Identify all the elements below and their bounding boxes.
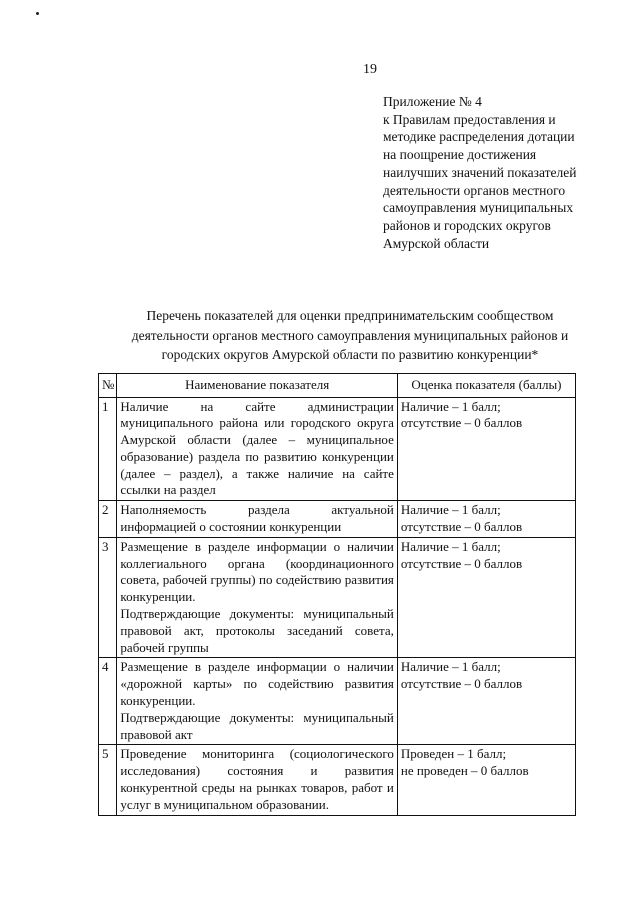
row-name: [117, 537, 397, 658]
score-positive: Наличие – 1 балл;: [400, 502, 501, 518]
table-row: [99, 501, 576, 538]
row-name-text: Наполняемость раздела актуальной информацией о состоянии конкуренции: [120, 502, 394, 535]
row-name-text: Размещение в разделе информации о наличии коллегиального органа (координационного совета, рабочей группы) по содействию развития конкуренции.: [120, 538, 394, 605]
table-row: [99, 397, 576, 501]
row-name: [117, 501, 397, 538]
score-positive: Проведен – 1 балл;: [400, 746, 507, 762]
row-score: [397, 397, 575, 501]
row-name-text: Наличие на сайте администрации муниципального района или городского округа Амурской области (далее – муниципальное образование) раздела по развитию конкуренции (далее – раздел), а также наличие на сайте ссылки на раздел: [120, 398, 394, 498]
row-num: 5: [99, 745, 117, 815]
row-num: 4: [99, 658, 117, 745]
row-score: [397, 537, 575, 658]
document-title: Перечень показателей для оценки предпринимательским сообществом деятельности органов местного самоуправления муниципальных районов и городских округов Амурской области по развитию конкуренции*: [131, 308, 569, 362]
score-negative: отсутствие – 0 баллов: [400, 519, 523, 535]
row-name: [117, 745, 397, 815]
score-positive: Наличие – 1 балл;: [400, 398, 501, 414]
row-num: 3: [99, 537, 117, 658]
table-row: [99, 658, 576, 745]
table-header-row: [99, 374, 576, 398]
score-negative: отсутствие – 0 баллов: [400, 676, 523, 692]
row-name-documents: Подтверждающие документы: муниципальный правовой акт, протоколы заседаний совета, рабочей группы: [120, 606, 394, 655]
row-name-text: Проведение мониторинга (социологического исследования) состояния и развития конкурентной среды на рынках товаров, работ и услуг в муниципальном образовании.: [120, 746, 394, 812]
score-negative: не проведен – 0 баллов: [400, 763, 529, 779]
row-name-text: Размещение в разделе информации о наличии «дорожной карты» по содействию развития конкуренции.: [120, 659, 394, 709]
header-score: Оценка показателя (баллы): [397, 374, 575, 398]
page-number: 19: [363, 62, 377, 77]
row-score: [397, 658, 575, 745]
table-row: [99, 537, 576, 658]
scan-speck: [36, 12, 39, 15]
row-score: [397, 501, 575, 538]
row-name: [117, 658, 397, 745]
indicators-table: [98, 373, 576, 816]
header-num: №: [99, 374, 117, 398]
appendix-note: [383, 93, 588, 252]
row-name-documents: Подтверждающие документы: муниципальный правовой акт: [120, 709, 394, 742]
score-positive: Наличие – 1 балл;: [400, 538, 501, 554]
appendix-title: Приложение № 4: [383, 94, 482, 109]
row-score: [397, 745, 575, 815]
score-negative: отсутствие – 0 баллов: [400, 555, 523, 571]
header-name: Наименование показателя: [117, 374, 397, 398]
appendix-body: к Правилам предоставления и методике распределения дотации на поощрение достижения наилучших значений показателей деятельности органов местного самоуправления муниципальных районов и городских округов Амурской области: [383, 111, 577, 251]
score-positive: Наличие – 1 балл;: [400, 659, 501, 675]
row-name: [117, 397, 397, 501]
table-row: [99, 745, 576, 815]
score-negative: отсутствие – 0 баллов: [400, 415, 523, 431]
row-num: 2: [99, 501, 117, 538]
row-num: 1: [99, 397, 117, 501]
